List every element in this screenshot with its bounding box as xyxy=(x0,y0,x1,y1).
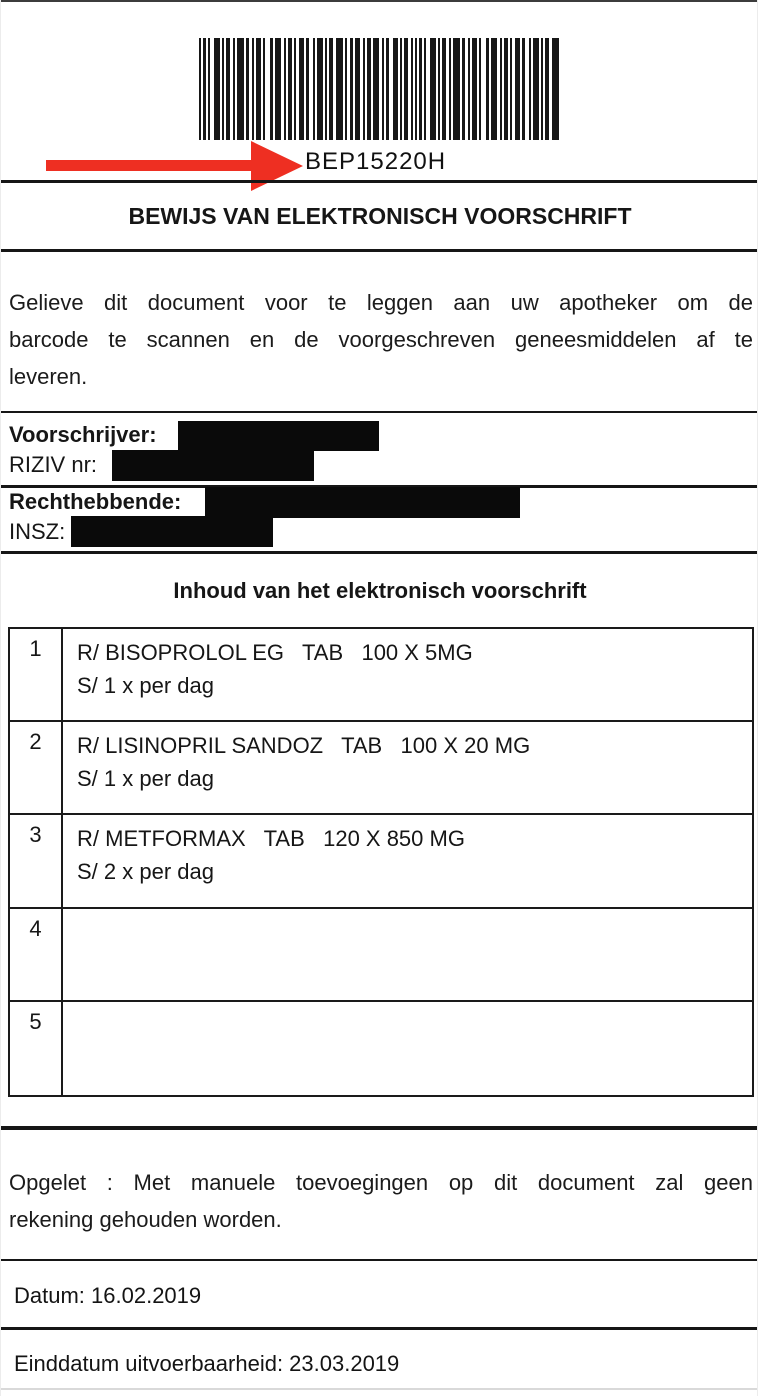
barcode-code: BEP15220H xyxy=(305,148,447,175)
row-number: 4 xyxy=(10,909,63,1000)
barcode xyxy=(199,38,559,140)
divider-under-table xyxy=(1,1126,758,1130)
sig-line: S/ 2 x per dag xyxy=(77,859,214,885)
divider-above-date xyxy=(1,1259,758,1261)
divider-above-prescriber xyxy=(1,411,758,413)
intro-line-3: leveren. xyxy=(9,364,88,389)
row-number: 3 xyxy=(10,815,63,906)
table-row xyxy=(10,815,752,908)
table-row xyxy=(10,1002,752,1095)
red-arrow-icon xyxy=(251,141,303,191)
top-edge-line xyxy=(1,0,758,2)
red-arrow-shaft xyxy=(46,160,254,171)
row-number: 5 xyxy=(10,1002,63,1095)
riziv-label: RIZIV nr: xyxy=(9,452,98,477)
redacted-beneficiary-name xyxy=(205,487,520,518)
date-line: Datum: 16.02.2019 xyxy=(14,1283,202,1308)
warning-line-2: rekening gehouden worden. xyxy=(9,1207,282,1232)
redacted-insz-number xyxy=(71,516,273,547)
divider-above-end-date xyxy=(1,1327,758,1330)
warning-line-1: Opgelet : Met manuele toevoegingen op dit document zal geen xyxy=(9,1170,753,1195)
sig-line: S/ 1 x per dag xyxy=(77,673,214,698)
divider-under-beneficiary xyxy=(1,551,758,554)
end-date-line: Einddatum uitvoerbaarheid: 23.03.2019 xyxy=(14,1351,400,1376)
rx-line: R/ BISOPROLOL EG TAB 100 X 5MG xyxy=(77,640,473,665)
table-row xyxy=(10,629,752,722)
rx-line: R/ LISINOPRIL SANDOZ TAB 100 X 20 MG xyxy=(77,733,531,759)
sig-line: S/ 1 x per dag xyxy=(77,766,214,792)
prescription-table xyxy=(8,627,754,1097)
divider-under-barcode xyxy=(1,180,758,183)
prescriber-label: Voorschrijver: xyxy=(9,422,157,447)
intro-line-2: barcode te scannen en de voorgeschreven geneesmiddelen af te xyxy=(9,327,753,352)
redacted-riziv-number xyxy=(112,450,314,481)
row-content xyxy=(63,629,752,720)
bottom-edge-line xyxy=(1,1388,758,1390)
intro-line-1: Gelieve dit document voor te leggen aan uw apotheker om de xyxy=(9,290,753,315)
rx-line: R/ METFORMAX TAB 120 X 850 MG xyxy=(77,826,465,852)
beneficiary-label: Rechthebbende: xyxy=(9,489,182,514)
redacted-prescriber-name xyxy=(178,421,379,451)
row-content xyxy=(63,1002,752,1095)
row-number: 1 xyxy=(10,629,63,720)
document-title: BEWIJS VAN ELEKTRONISCH VOORSCHRIFT xyxy=(128,203,632,229)
intro-paragraph xyxy=(9,284,753,395)
contents-heading: Inhoud van het elektronisch voorschrift xyxy=(173,578,587,603)
row-content xyxy=(63,815,752,906)
row-number: 2 xyxy=(10,722,63,813)
insz-label: INSZ: xyxy=(9,519,66,544)
divider-under-title xyxy=(1,249,758,252)
warning-paragraph xyxy=(9,1164,753,1238)
row-content xyxy=(63,909,752,1000)
row-content xyxy=(63,722,752,813)
table-row xyxy=(10,722,752,815)
table-row xyxy=(10,909,752,1002)
